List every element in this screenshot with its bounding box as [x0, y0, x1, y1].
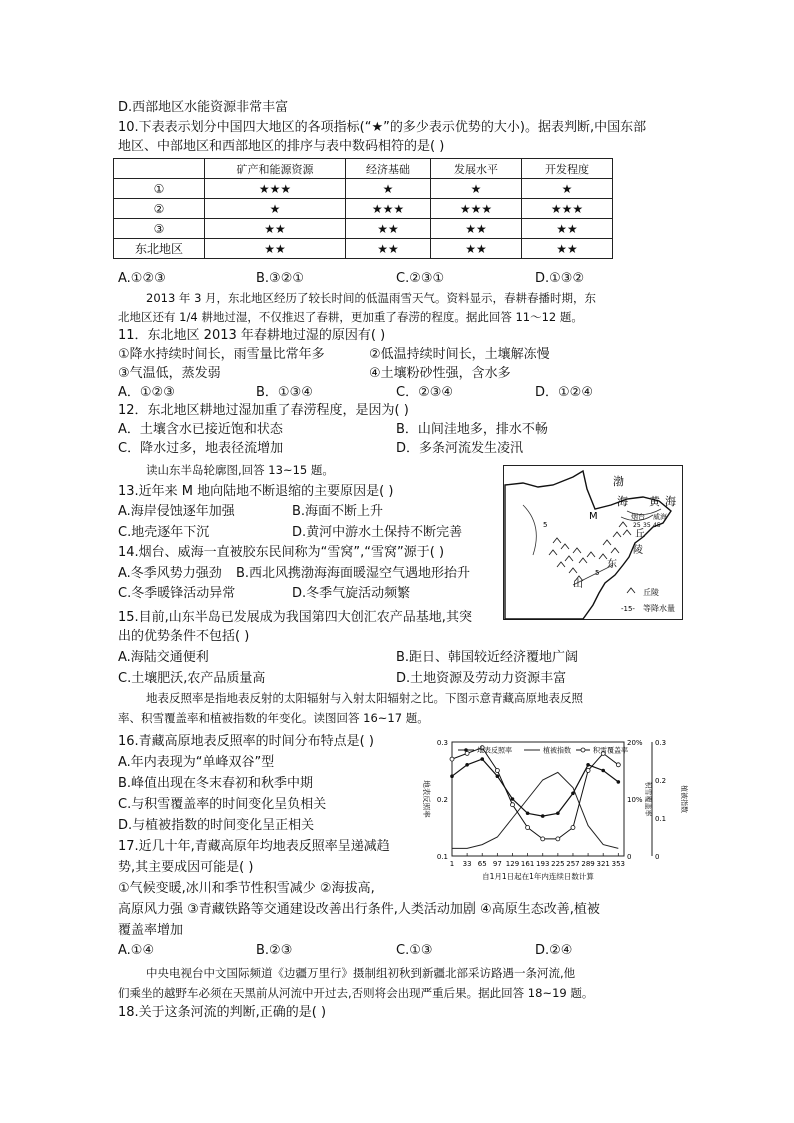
- question-10-stem-cont: 地区、中部地区和西部地区的排序与表中数码相符的是( ): [118, 139, 445, 154]
- option-d: D.①③②: [535, 271, 585, 286]
- label-isohyet-45: 45: [653, 522, 661, 529]
- x-tick-label: 33: [462, 860, 472, 868]
- option-d: D.冬季气旋活动频繁: [292, 586, 411, 601]
- question-16-stem: 16.青藏高原地表反照率的时间分布特点是( ): [118, 734, 374, 749]
- chart-ticks: [422, 739, 689, 881]
- table-cell: ★★★: [346, 199, 431, 219]
- table-cell: ★★: [205, 239, 346, 259]
- table-cell: ★★: [522, 239, 613, 259]
- passage-text: 北地区还有 1/4 耕地过湿，不仅推迟了春耕，更加重了春涝的程度。据此回答 11～12 题。: [118, 310, 583, 324]
- legend-isohyet: 等降水量: [643, 604, 675, 613]
- option-a: A.①④: [118, 943, 155, 958]
- question-11-stem: 11．东北地区 2013 年春耕地过湿的原因有( ): [118, 328, 386, 343]
- table-cell: ★: [431, 179, 522, 199]
- option-c: C.②③①: [396, 271, 445, 286]
- passage-text: 地表反照率是指地表反射的太阳辐射与入射太阳辐射之比。下图示意青藏高原地表反照: [146, 691, 583, 705]
- y-axis-label-right1: 积雪覆盖率: [644, 781, 652, 817]
- question-15-stem-cont: 出的优势条件不包括( ): [118, 629, 250, 644]
- table-cell: ★★: [346, 239, 431, 259]
- albedo-point: [526, 811, 530, 815]
- option-d: D.与植被指数的时间变化呈正相关: [118, 818, 315, 833]
- label-isohyet-5: 5: [543, 521, 548, 529]
- y-tick-label-right1: 20%: [627, 739, 643, 747]
- table-cell: ②: [114, 199, 205, 219]
- albedo-point: [586, 763, 590, 767]
- x-tick-label: 97: [492, 860, 502, 868]
- question-10-stem: 10.下表表示划分中国四大地区的各项指标(“★”的多少表示优势的大小)。据表判断,中国东部: [118, 120, 647, 135]
- option-b: B.距日、韩国较近经济覆地广阔: [396, 650, 579, 665]
- label-isohyet-35: 35: [643, 522, 651, 529]
- label-shan: 山: [573, 579, 583, 590]
- shandong-peninsula-map: [503, 465, 683, 620]
- question-11-item: ③气温低，蒸发弱: [118, 366, 221, 381]
- table-cell: ★★: [431, 239, 522, 259]
- option-b: B.峰值出现在冬末春初和秋季中期: [118, 776, 314, 791]
- y-tick-label-right1: 0: [627, 853, 632, 861]
- snow-point: [616, 763, 620, 767]
- table-cell: ★★★: [522, 199, 613, 219]
- passage-text: 率、积雪覆盖率和植被指数的年变化。读图回答 16~17 题。: [118, 711, 429, 725]
- question-18-stem: 18.关于这条河流的判断,正确的是( ): [118, 1005, 327, 1020]
- label-m: M: [589, 511, 598, 522]
- legend-hills: 丘陵: [643, 588, 659, 597]
- legend-snow-marker: [581, 748, 585, 752]
- label-dong: 东: [607, 559, 617, 570]
- table-cell: ①: [114, 179, 205, 199]
- question-11-item: ①降水持续时间长，雨雪量比常年多: [118, 347, 325, 362]
- x-tick-label: 161: [520, 860, 535, 868]
- option-b: B．①③④: [256, 385, 313, 400]
- option-a: A.海岸侵蚀逐年加强: [118, 504, 235, 519]
- option-c: C．降水过多，地表径流增加: [118, 441, 284, 456]
- y-tick-label-left: 0.2: [436, 796, 448, 804]
- option-b: B.西北风携渤海海面暖湿空气遇地形抬升: [236, 566, 471, 581]
- option-d: D．多条河流发生凌汛: [396, 441, 524, 456]
- label-isohyet-5b: 5: [595, 569, 600, 577]
- x-tick-label: 193: [536, 860, 550, 868]
- table-cell: ★★: [205, 219, 346, 239]
- snow-point: [571, 826, 575, 830]
- option-a: A.①②③: [118, 271, 166, 286]
- albedo-chart: [412, 732, 694, 884]
- option-b: B.③②①: [256, 271, 305, 286]
- series-albedo-line: [452, 759, 618, 816]
- x-tick-label: 65: [477, 860, 487, 868]
- y-tick-label-left: 0.3: [436, 739, 448, 747]
- table-cell: ★★: [522, 219, 613, 239]
- option-a: A．土壤含水已接近饱和状态: [118, 422, 283, 437]
- question-12-stem: 12．东北地区耕地过湿加重了春涝程度，是因为( ): [118, 403, 409, 418]
- question-17-stem-cont: 势,其主要成因可能是( ): [118, 860, 254, 875]
- snow-point: [541, 837, 545, 841]
- table-cell: 矿产和能源资源: [205, 159, 346, 179]
- y-axis-label-right2: 植被指数: [680, 785, 688, 813]
- table-cell: 开发程度: [522, 159, 613, 179]
- table-header-row: [114, 159, 613, 179]
- option-b: B.海面不断上升: [292, 504, 384, 519]
- snow-point: [586, 769, 590, 773]
- table-cell: ★: [205, 199, 346, 219]
- table-cell: [114, 159, 205, 179]
- table-cell: 东北地区: [114, 239, 205, 259]
- table-cell: ★: [522, 179, 613, 199]
- label-bohai: 渤: [613, 475, 624, 488]
- label-hai: 海: [617, 495, 628, 508]
- option-d: D.黄河中游水土保持不断完善: [292, 525, 463, 540]
- label-hai2: 海: [665, 495, 676, 508]
- option-b: B.②③: [256, 943, 293, 958]
- option-c: C．②③④: [396, 385, 454, 400]
- label-qiu: 丘: [635, 529, 645, 540]
- option-a: A．①②③: [118, 385, 175, 400]
- x-tick-label: 289: [581, 860, 595, 868]
- table-cell: ★★: [346, 219, 431, 239]
- option-c: C.土壤肥沃,农产品质量高: [118, 671, 266, 686]
- label-isohyet-25: 25: [633, 522, 641, 529]
- label-huanghai: 黄: [649, 495, 660, 508]
- legend-albedo-label: 地表反照率: [477, 746, 512, 755]
- question-11-item: ④土壤粉砂性强，含水多: [369, 366, 511, 381]
- question-17-item: 覆盖率增加: [118, 923, 184, 938]
- x-tick-label: 353: [611, 860, 626, 868]
- table-cell: ★★: [431, 219, 522, 239]
- option-d: D.土地资源及劳动力资源丰富: [396, 671, 567, 686]
- question-17-item: ①气候变暖,冰川和季节性积雪减少 ②海拔高,: [118, 881, 375, 896]
- y-tick-label-right2: 0.3: [655, 739, 667, 747]
- x-tick-label: 225: [551, 860, 565, 868]
- snow-point: [495, 769, 499, 773]
- option-c: C.冬季暖锋活动异常: [118, 586, 236, 601]
- legend-snow-label: 积雪覆盖率: [593, 746, 628, 755]
- x-axis-label: 自1月1日起在1年内连续日数计算: [482, 872, 594, 881]
- legend-albedo-marker: [464, 748, 468, 752]
- option-line: D.西部地区水能资源非常丰富: [118, 100, 289, 115]
- label-weihai: 威海: [653, 513, 667, 521]
- albedo-point: [571, 792, 575, 796]
- option-c: C.与积雪覆盖率的时间变化呈负相关: [118, 797, 327, 812]
- albedo-point: [511, 797, 515, 801]
- question-15-stem: 15.目前,山东半岛已发展成为我国第四大创汇农产品基地,其突: [118, 610, 472, 625]
- albedo-point: [465, 763, 469, 767]
- x-tick-label: 1: [449, 860, 455, 868]
- snow-point: [526, 826, 530, 830]
- label-ling: 陵: [633, 545, 643, 556]
- table-cell: 经济基础: [346, 159, 431, 179]
- question-13-stem: 13.近年来 M 地向陆地不断退缩的主要原因是( ): [118, 484, 394, 499]
- table-row: [114, 179, 613, 199]
- table-row: [114, 239, 613, 259]
- snow-point: [450, 757, 454, 761]
- option-c: C.地壳逐年下沉: [118, 525, 210, 540]
- option-d: D.②④: [535, 943, 573, 958]
- chart-legend: [458, 746, 628, 755]
- legend-isohyet-number: -15-: [621, 605, 635, 613]
- table-cell: ★: [346, 179, 431, 199]
- albedo-point: [601, 769, 605, 773]
- albedo-point: [496, 774, 500, 778]
- indicator-table: [113, 158, 613, 259]
- albedo-point: [556, 811, 560, 815]
- chart-series: [450, 746, 620, 849]
- question-11-item: ②低温持续时间长，土壤解冻慢: [369, 347, 550, 362]
- snow-point: [556, 837, 560, 841]
- option-a: A.年内表现为“单峰双谷”型: [118, 755, 275, 770]
- question-14-stem: 14.烟台、威海一直被胶东民间称为“雪窝”,“雪窝”源于( ): [118, 545, 445, 560]
- table-row: [114, 199, 613, 219]
- passage-text: 们乘坐的越野车必须在天黑前从河流中开过去,否则将会出现严重后果。据此回答 18~19 题。: [118, 986, 594, 1000]
- passage-text: 读山东半岛轮廓图,回答 13~15 题。: [146, 463, 334, 477]
- y-tick-label-right2: 0.2: [655, 777, 667, 785]
- albedo-point: [541, 814, 545, 818]
- passage-text: 中央电视台中文国际频道《边疆万里行》摄制组初秋到新疆北部采访路遇一条河流,他: [146, 966, 576, 980]
- table-row: [114, 219, 613, 239]
- table-cell: ★★★: [431, 199, 522, 219]
- y-tick-label-left: 0.1: [436, 853, 448, 861]
- option-c: C.①③: [396, 943, 433, 958]
- table-cell: 发展水平: [431, 159, 522, 179]
- y-tick-label-right2: 0: [655, 853, 660, 861]
- label-yantai: 烟台: [631, 513, 645, 521]
- albedo-point: [450, 774, 454, 778]
- snow-point: [510, 803, 514, 807]
- x-tick-label: 257: [566, 860, 580, 868]
- question-17-stem: 17.近几十年,青藏高原年均地表反照率呈递减趋: [118, 839, 390, 854]
- y-tick-label-right2: 0.1: [655, 815, 667, 823]
- table-cell: ③: [114, 219, 205, 239]
- option-d: D．①②④: [535, 385, 593, 400]
- option-a: A.海陆交通便利: [118, 650, 209, 665]
- x-tick-label: 129: [505, 860, 520, 868]
- albedo-point: [480, 757, 484, 761]
- y-tick-label-right1: 10%: [627, 796, 643, 804]
- option-a: A.冬季风势力强劲: [118, 566, 222, 581]
- snow-point: [465, 751, 469, 755]
- y-axis-label-left: 地表反照率: [422, 780, 431, 818]
- legend-vegetation-label: 植被指数: [543, 746, 571, 755]
- series-vegetation-line: [452, 772, 618, 848]
- albedo-point: [617, 780, 621, 784]
- x-tick-label: 321: [596, 860, 610, 868]
- table-cell: ★★★: [205, 179, 346, 199]
- option-b: B．山间洼地多，排水不畅: [396, 422, 548, 437]
- passage-text: 2013 年 3 月，东北地区经历了较长时间的低温雨雪天气。资料显示，春耕春播时期，东: [146, 291, 597, 305]
- question-17-item: 高原风力强 ③青藏铁路等交通建设改善出行条件,人类活动加剧 ④高原生态改善,植被: [118, 902, 600, 917]
